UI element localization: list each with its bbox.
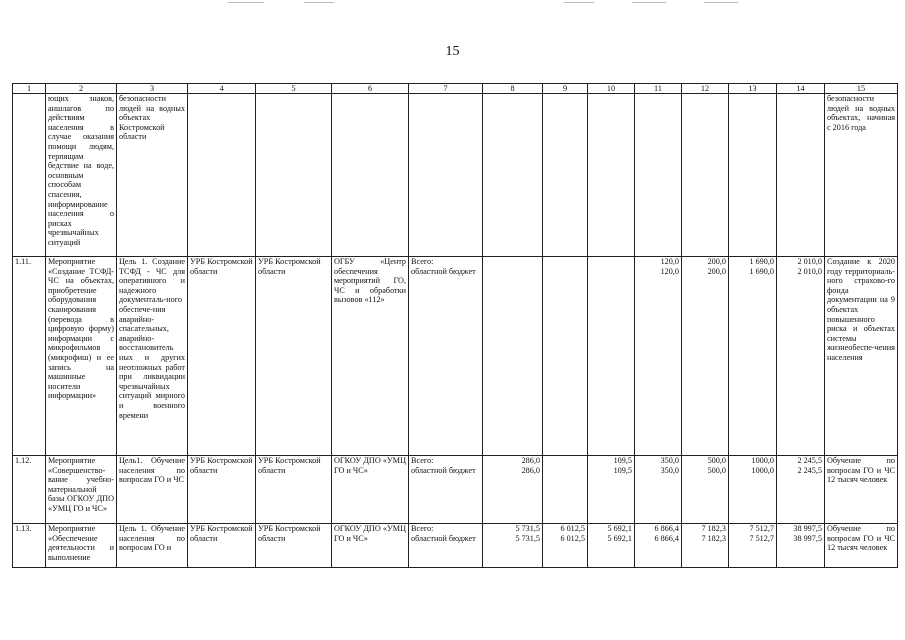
table-row (13, 456, 898, 524)
scan-mark (632, 2, 666, 3)
col-header: 5 (256, 84, 332, 94)
amount-cell (543, 456, 588, 524)
event-cell: Мероприятие «Создание ТСФД-ЧС на объектах, приобретение оборудования сканирования (перевода в цифровую форму) информации с микрофильмов (микрофиш) и ее запись на машинные носители информации» (46, 257, 117, 456)
col-header: 6 (332, 84, 409, 94)
col-header: 14 (777, 84, 825, 94)
amount-cell: 2 010,0 2 010,0 (777, 257, 825, 456)
row-number: 1.11. (13, 257, 46, 456)
goal-cell: Цель 1. Создание ТСФД - ЧС для оперативного и надежного документаль-ного обеспече-ния аварийно-спасательных, аварийно-восстановитель ных и других неотложных работ при ликвидации чрезвычайных ситуаций мирного и военного времени (117, 257, 188, 456)
amount-cell: 6 866,4 6 866,4 (635, 524, 682, 568)
col-header: 10 (588, 84, 635, 94)
col-header: 9 (543, 84, 588, 94)
amount-cell: 200,0 200,0 (682, 257, 729, 456)
result-cell: Обучение по вопросам ГО и ЧС 12 тысяч человек (825, 456, 898, 524)
source-total: Всего: (411, 456, 434, 465)
col-header: 12 (682, 84, 729, 94)
col-header: 7 (409, 84, 483, 94)
amount-cell: 1000,0 1000,0 (729, 456, 777, 524)
row-number (13, 94, 46, 257)
amount-cell (483, 257, 543, 456)
executor-cell: УРБ Костромской области (256, 257, 332, 456)
program-table (12, 83, 898, 568)
participant-cell: ОГБУ «Центр обеспечения мероприятий ГО, ЧС и обработки вызовов «112» (332, 257, 409, 456)
goal-cell: Цель 1. Обучение населения по вопросам ГО и (117, 524, 188, 568)
amount-cell: 500,0 500,0 (682, 456, 729, 524)
amount-cell: 1 690,0 1 690,0 (729, 257, 777, 456)
row-number: 1.13. (13, 524, 46, 568)
amount-cell: 109,5 109,5 (588, 456, 635, 524)
amount-cell: 7 182,3 7 182,3 (682, 524, 729, 568)
source-cell (409, 257, 483, 456)
executor-cell: УРБ Костромской области (256, 456, 332, 524)
amount-cell: 286,0 286,0 (483, 456, 543, 524)
col-header: 3 (117, 84, 188, 94)
scan-mark (228, 2, 264, 3)
page-number: 15 (445, 44, 460, 59)
scan-mark (304, 2, 334, 3)
source-cell (409, 524, 483, 568)
amount-cell: 120,0 120,0 (635, 257, 682, 456)
col-header: 1 (13, 84, 46, 94)
amount-cell: 6 012,5 6 012,5 (543, 524, 588, 568)
amount-cell: 5 692,1 5 692,1 (588, 524, 635, 568)
source-budget: областной бюджет (411, 533, 476, 543)
source-budget: областной бюджет (411, 465, 476, 475)
amount-cell (588, 257, 635, 456)
participant-cell: ОГКОУ ДПО «УМЦ ГО и ЧС» (332, 524, 409, 568)
amount-cell: 7 512,7 7 512,7 (729, 524, 777, 568)
result-cell: Создание к 2020 году территориаль-ного страхово-го фонда документации на 9 объектах повышенного риска и объектах системы жизнеобеспе-чения населения (825, 257, 898, 456)
amount-cell: 38 997,5 38 997,5 (777, 524, 825, 568)
coordinator-cell: УРБ Костромской области (188, 524, 256, 568)
result-cell: безопасности людей на водных объектах, начиная с 2016 года (825, 94, 898, 257)
event-cell: ющих знаков, аншлагов по действиям населения в случае оказания помощи людям, терпящим бедствие на воде, основным способам спасения, информирование населения о рисках чрезвычайных ситуаций (46, 94, 117, 257)
source-total: Всего: (411, 257, 434, 266)
header-row (13, 84, 898, 94)
col-header: 11 (635, 84, 682, 94)
source-budget: областной бюджет (411, 266, 476, 276)
table-row (13, 257, 898, 456)
source-cell (409, 456, 483, 524)
col-header: 2 (46, 84, 117, 94)
coordinator-cell: УРБ Костромской области (188, 257, 256, 456)
col-header: 15 (825, 84, 898, 94)
scan-mark (704, 2, 738, 3)
coordinator-cell: УРБ Костромской области (188, 456, 256, 524)
event-cell: Мероприятие «Обеспечение деятельности и выполнение (46, 524, 117, 568)
amount-cell: 2 245,5 2 245,5 (777, 456, 825, 524)
col-header: 13 (729, 84, 777, 94)
amount-cell (543, 257, 588, 456)
col-header: 8 (483, 84, 543, 94)
amount-cell: 5 731,5 5 731,5 (483, 524, 543, 568)
participant-cell: ОГКОУ ДПО «УМЦ ГО и ЧС» (332, 456, 409, 524)
goal-cell: Цель1. Обучение населения по вопросам ГО и ЧС (117, 456, 188, 524)
source-total: Всего: (411, 524, 434, 533)
table-row-continuation (13, 94, 898, 257)
table-row (13, 524, 898, 568)
row-number: 1.12. (13, 456, 46, 524)
result-cell: Обучение по вопросам ГО и ЧС 12 тысяч человек (825, 524, 898, 568)
col-header: 4 (188, 84, 256, 94)
amount-cell: 350,0 350,0 (635, 456, 682, 524)
goal-cell: безопасности людей на водных объектах Костромской области (117, 94, 188, 257)
scan-mark (564, 2, 594, 3)
executor-cell: УРБ Костромской области (256, 524, 332, 568)
event-cell: Мероприятие «Совершенство-вание учебно-материальной базы ОГКОУ ДПО «УМЦ ГО и ЧС» (46, 456, 117, 524)
